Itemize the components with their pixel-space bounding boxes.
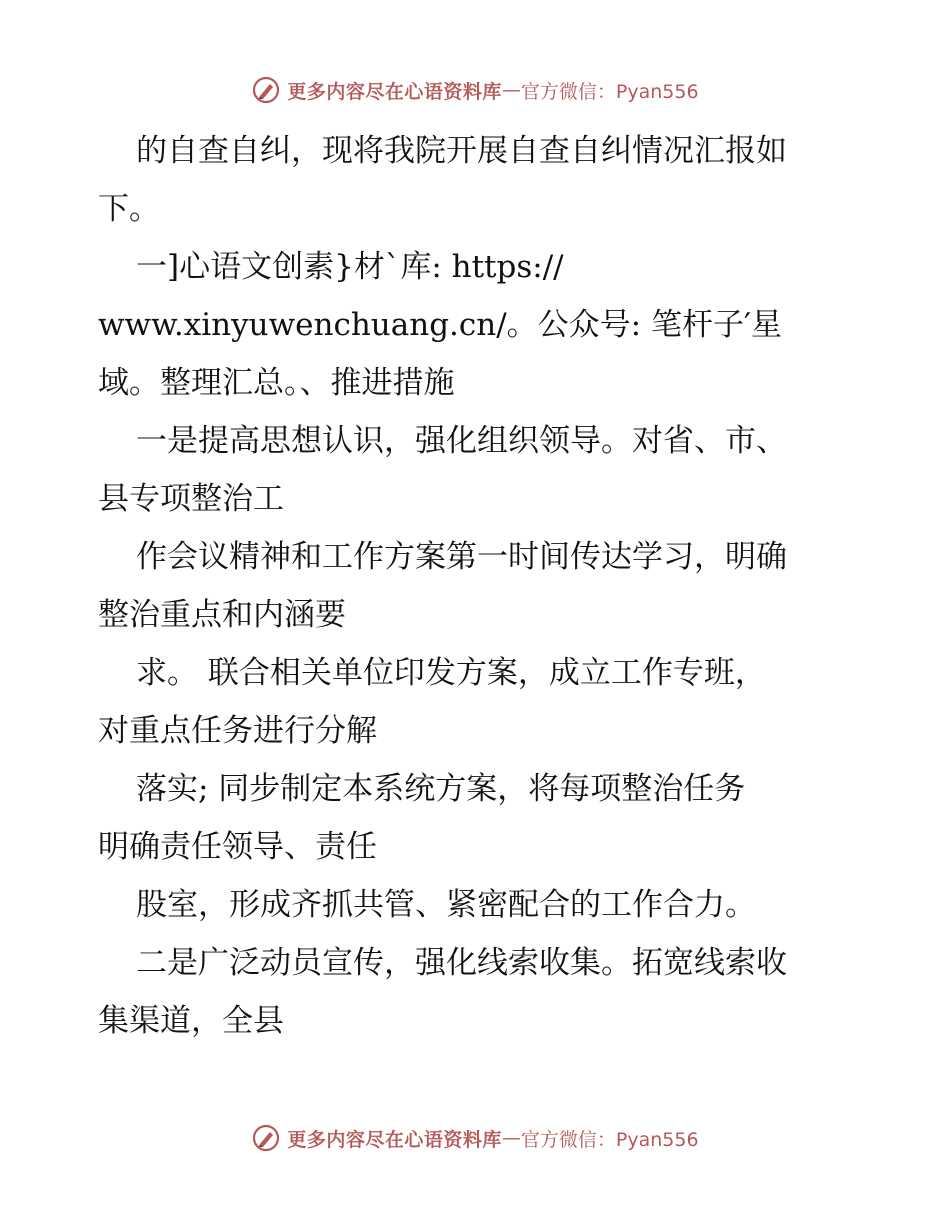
header-watermark xyxy=(0,70,950,110)
watermark-separator: — xyxy=(501,79,521,101)
text-line: 县专项整治工 xyxy=(98,481,284,517)
text-line: 集渠道，全县 xyxy=(98,1003,284,1039)
footer-watermark xyxy=(0,1118,950,1158)
text-line: 整治重点和内涵要 xyxy=(98,597,346,633)
text-line: www.xinyuwenchuang.cn/。公众号: 笔杆子′星 xyxy=(98,307,783,343)
text-line: 一]心语文创素}材`库: https:// xyxy=(136,249,564,285)
text-line: 一是提高思想认识，强化组织领导。对省、市、 xyxy=(136,423,787,459)
text-line: 下。 xyxy=(98,191,160,227)
text-line: 二是广泛动员宣传，强化线索收集。拓宽线索收 xyxy=(136,945,787,981)
pen-logo-icon xyxy=(251,75,281,105)
watermark-contact-text: 官方微信：Pyan556 xyxy=(520,80,699,103)
text-line: 落实; 同步制定本系统方案，将每项整治任务 xyxy=(136,771,746,807)
document-body xyxy=(98,122,868,1050)
text-line: 求。 联合相关单位印发方案，成立工作专班， xyxy=(136,655,766,691)
watermark-brand-text: 更多内容尽在心语资料库 xyxy=(287,1128,502,1151)
text-line: 股室，形成齐抓共管、紧密配合的工作合力。 xyxy=(136,887,756,923)
text-line: 明确责任领导、责任 xyxy=(98,829,377,865)
text-line: 域。整理汇总。、推进措施 xyxy=(98,365,455,401)
watermark-contact-text: 官方微信：Pyan556 xyxy=(520,1128,699,1151)
pen-logo-icon xyxy=(251,1123,281,1153)
watermark-brand-text: 更多内容尽在心语资料库 xyxy=(287,80,502,103)
text-line: 作会议精神和工作方案第一时间传达学习，明确 xyxy=(136,539,787,575)
text-line: 的自查自纠，现将我院开展自查自纠情况汇报如 xyxy=(136,133,787,169)
text-line: 对重点任务进行分解 xyxy=(98,713,377,749)
watermark-separator: — xyxy=(501,1127,521,1149)
